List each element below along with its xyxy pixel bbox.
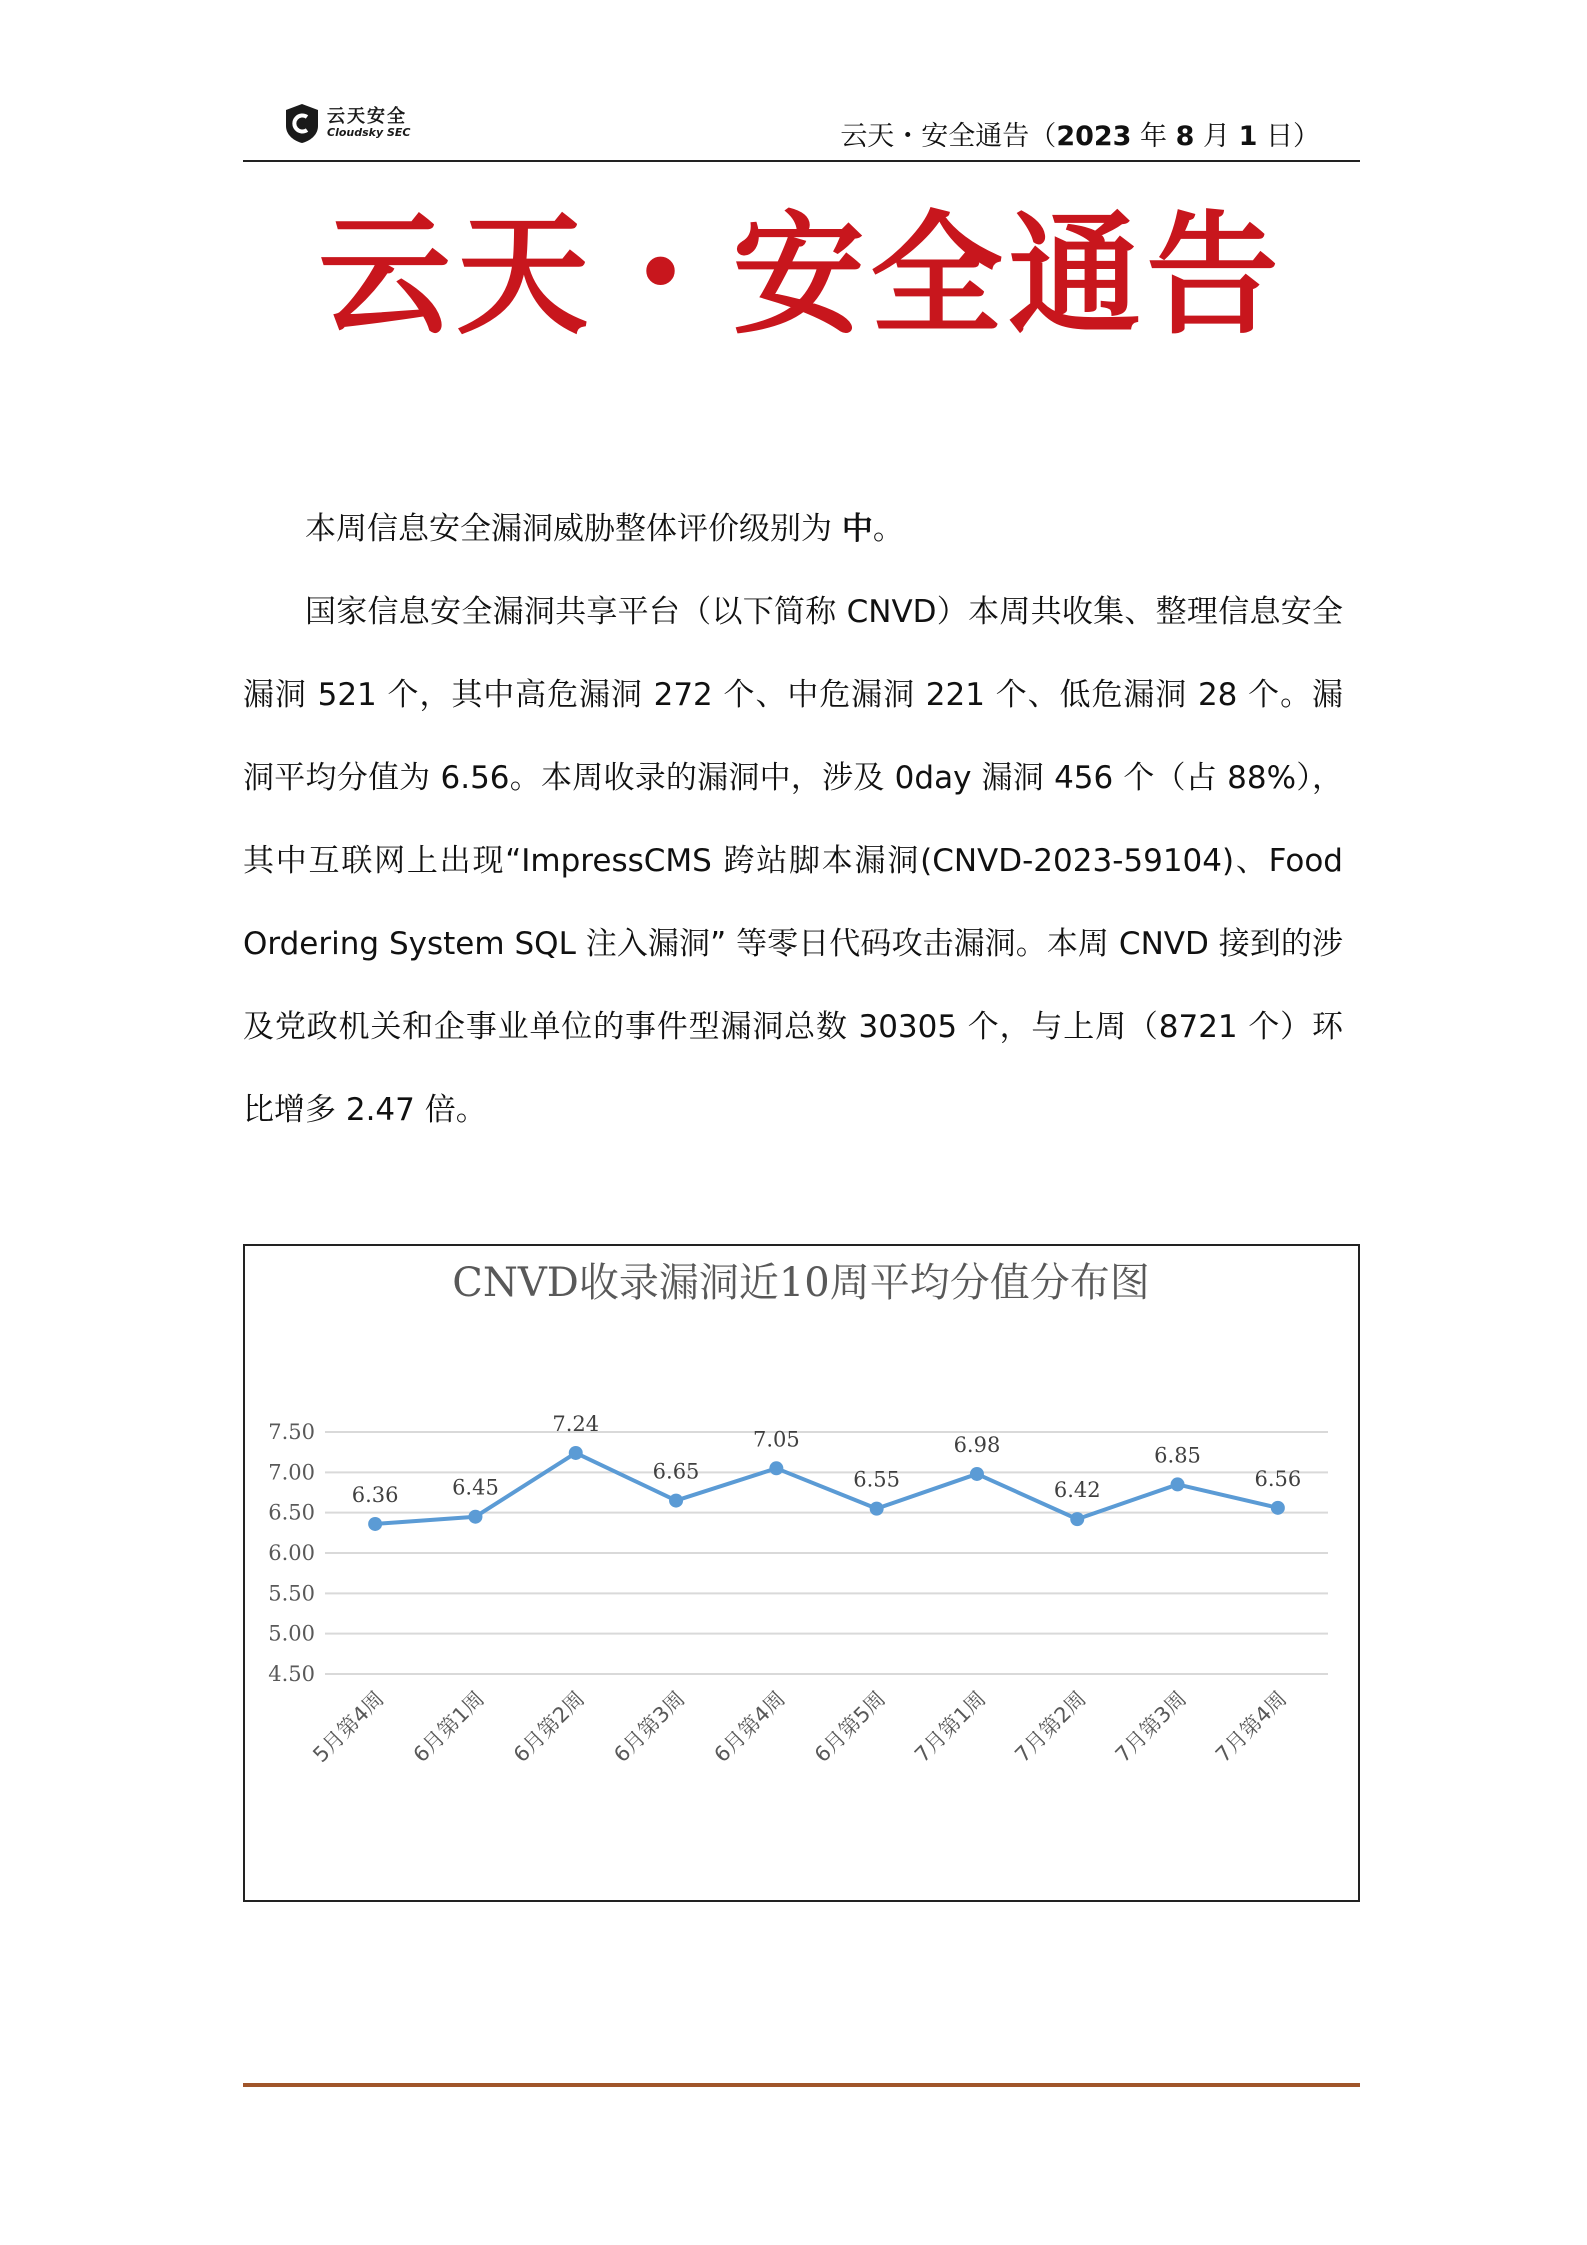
data-point (368, 1517, 382, 1531)
x-tick-label: 7月第2周 (1010, 1686, 1091, 1767)
header-month: 8 (1175, 121, 1195, 152)
data-point (970, 1467, 984, 1481)
threat-level-prefix: 本周信息安全漏洞威胁整体评价级别为 (305, 511, 832, 547)
data-label: 7.05 (752, 1427, 800, 1452)
data-point (468, 1510, 482, 1524)
data-label: 6.65 (652, 1459, 700, 1484)
y-tick-label: 6.00 (268, 1541, 315, 1565)
header-day-unit: 日） (1257, 121, 1320, 152)
data-label: 6.98 (953, 1432, 1001, 1457)
data-point (669, 1494, 683, 1508)
header-issue-date (840, 114, 1320, 153)
data-label: 7.24 (552, 1411, 600, 1436)
header-title-prefix: 云天・安全通告（ (840, 121, 1057, 152)
data-label: 6.36 (351, 1482, 399, 1507)
data-label: 6.55 (853, 1467, 901, 1492)
header-year-unit: 年 (1131, 121, 1176, 152)
summary-text (243, 488, 1343, 1152)
data-point (870, 1502, 884, 1516)
x-tick-label: 7月第4周 (1210, 1686, 1292, 1767)
x-tick-label: 6月第4周 (709, 1686, 790, 1767)
header-month-unit: 月 (1194, 121, 1239, 152)
header-year: 2023 (1056, 121, 1132, 152)
data-point (1171, 1477, 1185, 1491)
cloudsky-badge-icon (283, 102, 321, 144)
y-tick-label: 4.50 (268, 1662, 315, 1686)
threat-level-line (243, 488, 1343, 571)
summary-paragraph: 国家信息安全漏洞共享平台（以下简称 CNVD）本周共收集、整理信息安全漏洞 521 个，其中高危漏洞 272 个、中危漏洞 221 个、低危漏洞 28 个。漏洞平均分值为 6.56。本周收录的漏洞中，涉及 0day 漏洞 456 个（占 88%），其中互联网上出现“ImpressCMS 跨站脚本漏洞(CNVD-2023-59104)、Food Ordering System SQL 注入漏洞” 等零日代码攻击漏洞。本周 CNVD 接到的涉及党政机关和企事业单位的事件型漏洞总数 30305 个，与上周（8721 个）环比增多 2.47 倍。 (243, 594, 1343, 1128)
y-tick-label: 5.00 (268, 1621, 315, 1646)
data-point (1070, 1512, 1084, 1526)
chart-title: CNVD收录漏洞近10周平均分值分布图 (452, 1260, 1150, 1306)
data-label: 6.45 (452, 1475, 499, 1500)
chart-container (243, 1244, 1360, 1902)
y-tick-label: 7.00 (268, 1460, 315, 1485)
data-label: 6.56 (1254, 1466, 1302, 1491)
logo-text-cn: 云天安全 (327, 106, 407, 127)
page-header (243, 92, 1360, 162)
y-tick-label: 6.50 (268, 1500, 315, 1525)
x-tick-label: 6月第3周 (609, 1686, 690, 1767)
data-point (769, 1461, 783, 1475)
cloudsky-logo (283, 98, 443, 148)
footer-divider (243, 2083, 1360, 2087)
data-label: 6.42 (1053, 1478, 1101, 1503)
data-label: 6.85 (1154, 1443, 1201, 1468)
x-tick-label: 6月第5周 (809, 1686, 891, 1767)
threat-level-value: 中 (841, 511, 873, 547)
y-tick-label: 7.50 (268, 1420, 315, 1444)
x-tick-label: 7月第1周 (910, 1686, 991, 1767)
data-point (1271, 1501, 1285, 1515)
x-tick-label: 7月第3周 (1110, 1686, 1192, 1767)
main-title: 云天・安全通告 (318, 198, 1285, 353)
y-tick-label: 5.50 (268, 1581, 315, 1606)
x-tick-label: 6月第1周 (408, 1686, 489, 1767)
x-tick-label: 5月第4周 (308, 1686, 389, 1767)
line-chart (245, 1246, 1358, 1900)
header-day: 1 (1238, 121, 1258, 152)
x-tick-label: 6月第2周 (508, 1686, 590, 1767)
data-point (569, 1446, 583, 1460)
logo-text-en: Cloudsky SEC (327, 126, 411, 139)
threat-level-suffix: 。 (872, 511, 904, 547)
